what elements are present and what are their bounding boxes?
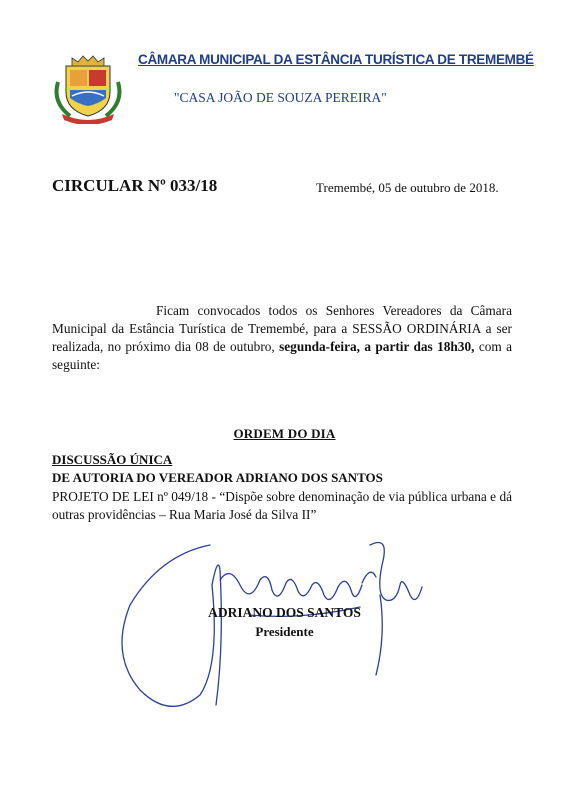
agenda-heading: ORDEM DO DIA	[233, 426, 336, 441]
author-line: DE AUTORIA DO VEREADOR ADRIANO DOS SANTOS	[52, 470, 383, 485]
bill-description: PROJETO DE LEI nº 049/18 - “Dispõe sobre denominação de via pública urbana e dá outras providências – Rua Maria José da Silva II”	[52, 489, 512, 522]
signer-role: Presidente	[255, 624, 314, 639]
circular-date: Tremembé, 05 de outubro de 2018.	[316, 180, 499, 195]
handwritten-signature-icon	[100, 525, 440, 720]
signer-name: ADRIANO DOS SANTOS	[208, 605, 361, 620]
municipal-coat-of-arms-icon	[48, 52, 128, 124]
house-name: "CASA JOÃO DE SOUZA PEREIRA"	[174, 90, 387, 105]
chamber-name: CÂMARA MUNICIPAL DA ESTÂNCIA TURÍSTICA DE TREMEMBÉ	[138, 52, 534, 67]
convocation-paragraph	[52, 302, 512, 374]
paragraph-bold: segunda-feira, a partir das 18h30,	[279, 339, 475, 354]
circular-title: CIRCULAR Nº 033/18	[52, 176, 218, 195]
discussion-label: DISCUSSÃO ÚNICA	[52, 452, 173, 467]
paragraph-text-2: com a seguinte:	[52, 339, 512, 372]
paragraph-text-1: Ficam convocados todos os Senhores Vereadores da Câmara Municipal da Estância Turística de Tremembé, para a SESSÃO ORDINÁRIA a ser realizada, no próximo dia 08 de outubro,	[52, 303, 512, 354]
